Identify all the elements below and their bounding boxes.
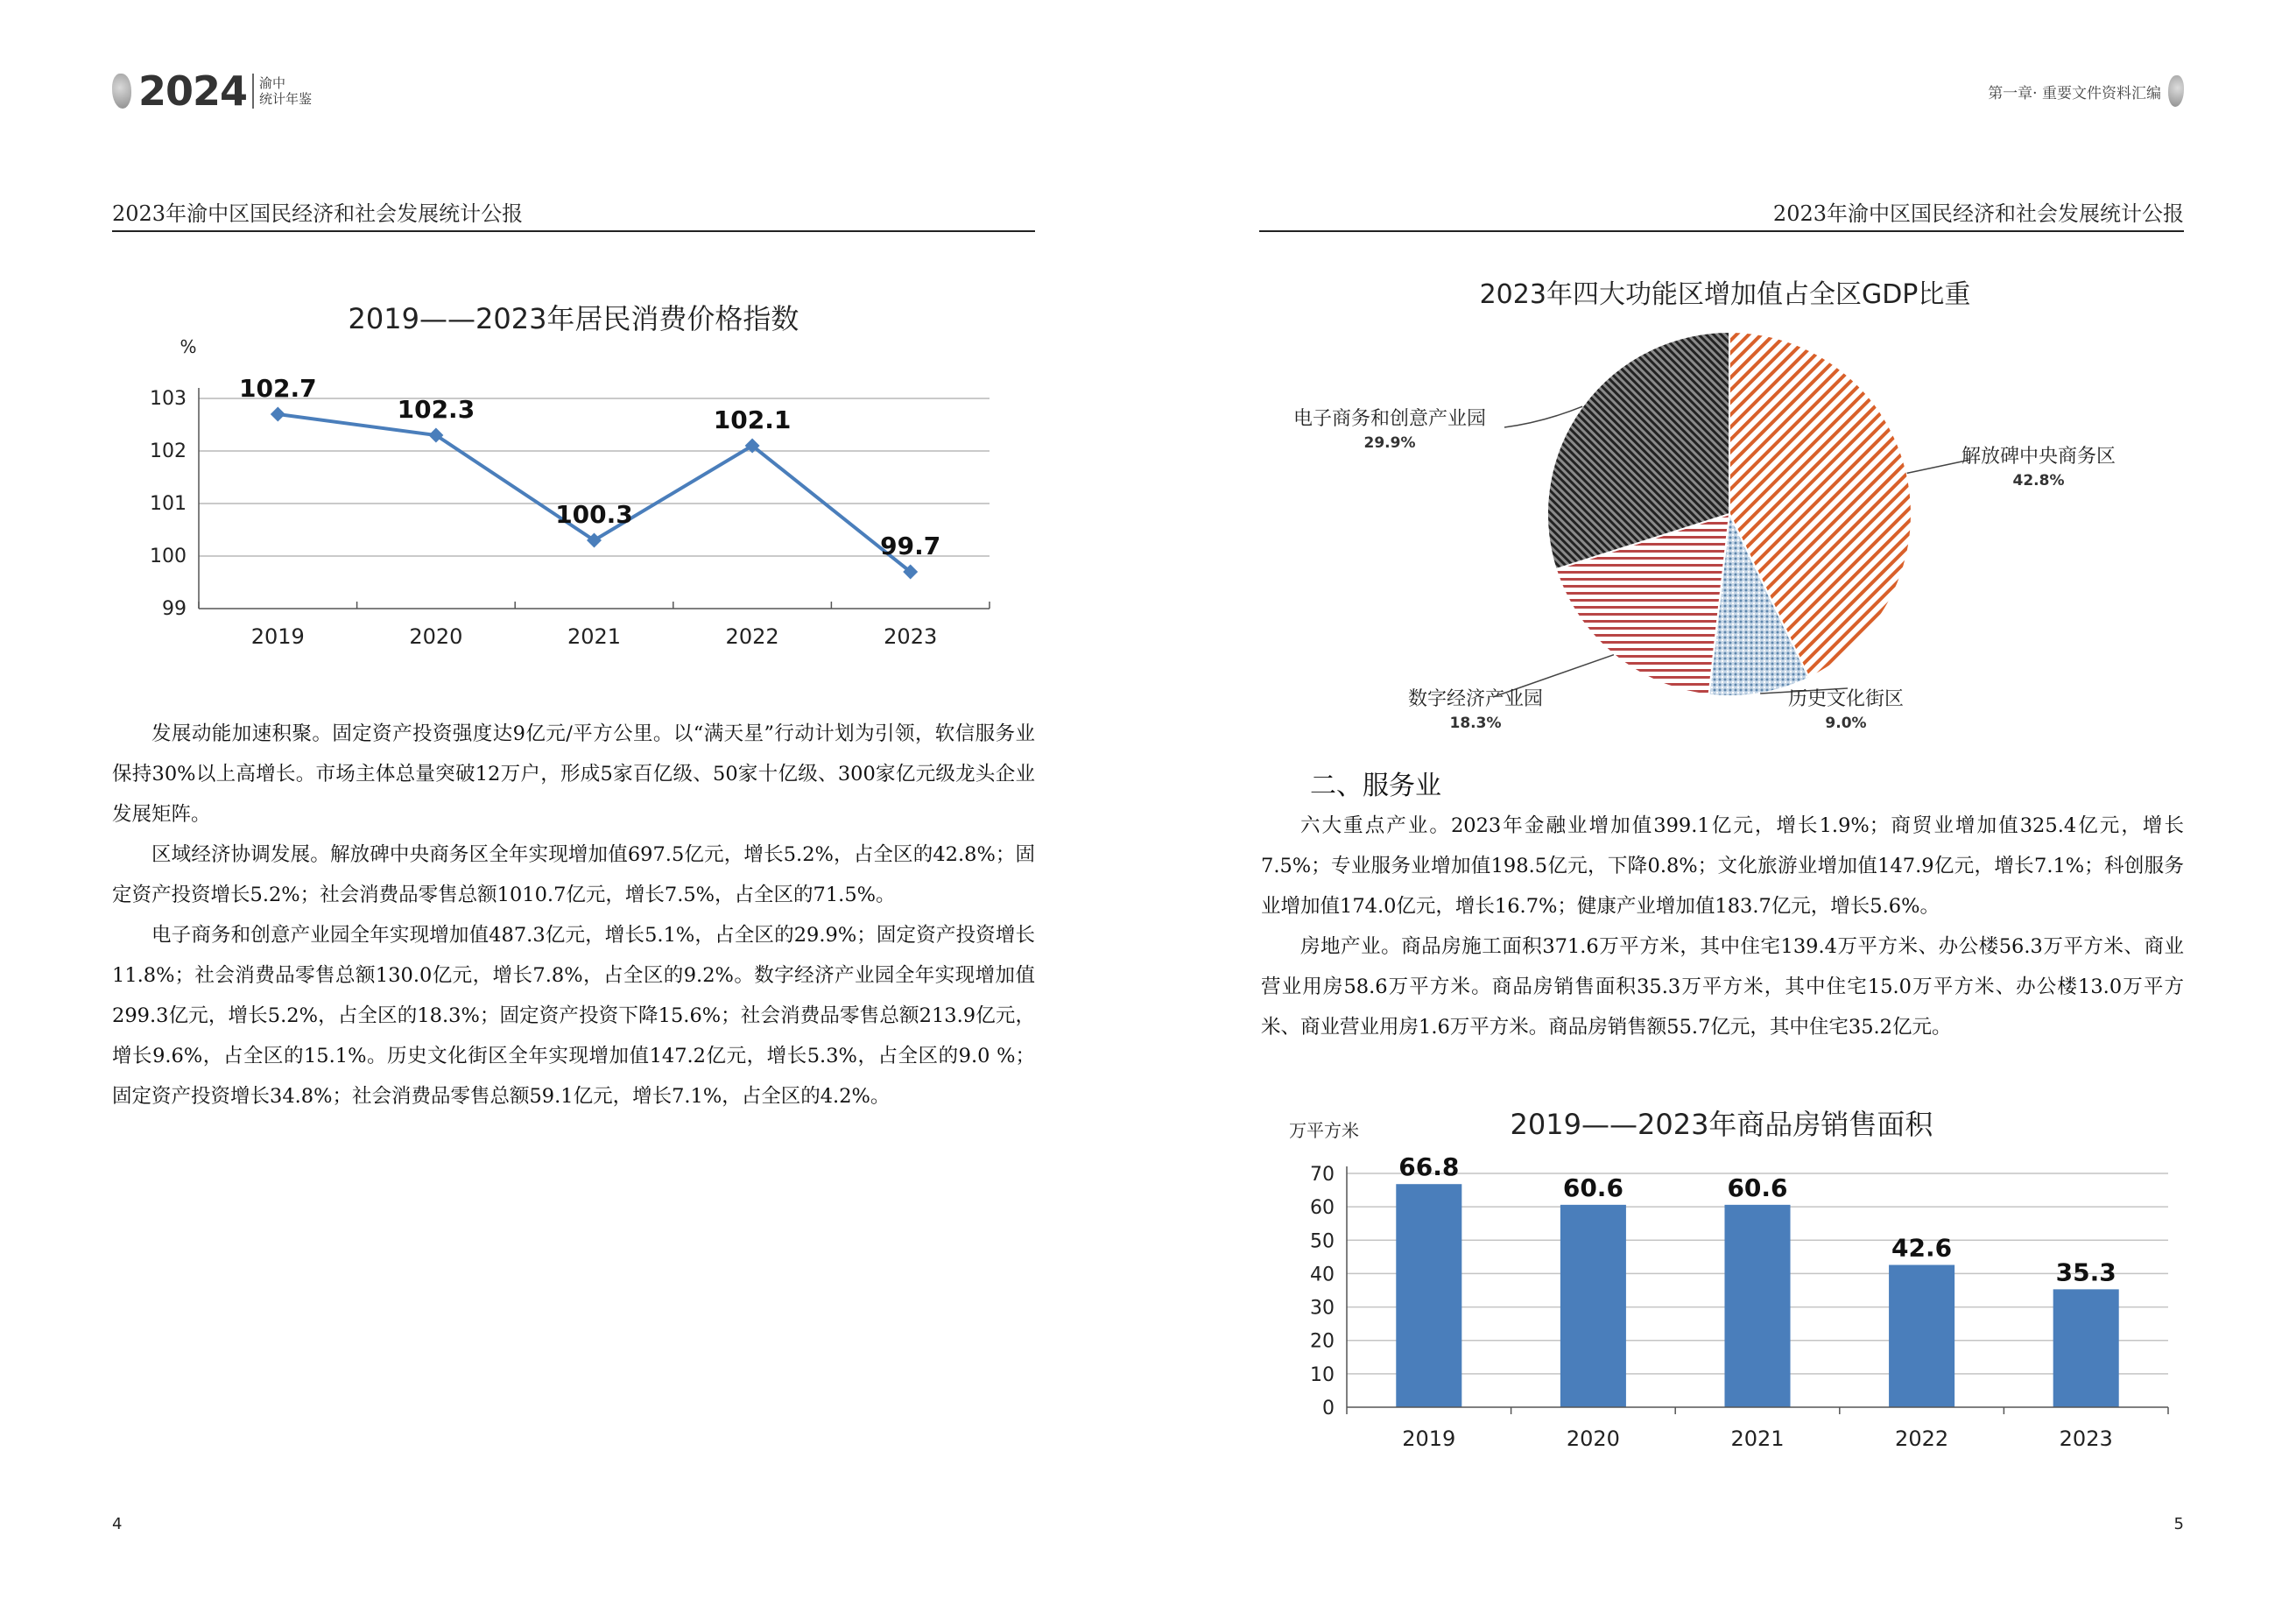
pie-chart-title: 2023年四大功能区增加值占全区GDP比重: [1479, 279, 1971, 310]
bar-data-label: 42.6: [1891, 1233, 1953, 1263]
bar-ytick-label: 10: [1310, 1363, 1335, 1386]
bar-xtick-label: 2021: [1730, 1426, 1785, 1451]
running-head-left: 2023年渝中区国民经济和社会发展统计公报: [112, 201, 524, 226]
logo-divider: [252, 74, 254, 109]
cpi-xtick-label: 2023: [884, 624, 938, 649]
bar-data-label: 35.3: [2055, 1257, 2116, 1287]
bar-ytick-label: 40: [1310, 1264, 1335, 1286]
right-paragraph-1: 六大重点产业。2023年金融业增加值399.1亿元，增长1.9%；商贸业增加值325.4亿元，增长7.5%；专业服务业增加值198.5亿元，下降0.8%；文化旅游业增加值147.9亿元，增长7.1%；科创服务业增加值174.0亿元，增长16.7%；健康产业增加值183.7亿元，增长5.6%。: [1261, 814, 2184, 918]
gdp-share-pie-chart: [1261, 263, 2189, 753]
bar-chart-xticks: [1402, 1426, 2112, 1451]
pie-slice-name: 数字经济产业园: [1407, 688, 1544, 710]
bar-ytick-label: 70: [1310, 1164, 1335, 1186]
bar: [1396, 1184, 1461, 1407]
logo-subtitle-line2: 统计年鉴: [259, 91, 313, 107]
left-paragraph-1: 发展动能加速积聚。固定资产投资强度达9亿元/平方公里。以“满天星”行动计划为引领，软信服务业保持30%以上高增长。市场主体总量突破12万户，形成5家百亿级、50家十亿级、300家亿元级龙头企业发展矩阵。: [112, 722, 1035, 826]
bar: [1889, 1265, 1954, 1407]
left-paragraph-3: 电子商务和创意产业园全年实现增加值487.3亿元，增长5.1%，占全区的29.9%；固定资产投资增长11.8%；社会消费品零售总额130.0亿元，增长7.8%，占全区的9.2%。数字经济产业园全年实现增加值299.3亿元，增长5.2%，占全区的18.3%；固定资产投资下降15.6%；社会消费品零售总额213.9亿元，增长9.6%，占全区的15.1%。历史文化街区全年实现增加值147.2亿元，增长5.3%，占全区的9.0 %；固定资产投资增长34.8%；社会消费品零售总额59.1亿元，增长7.1%，占全区的4.2%。: [112, 924, 1035, 1108]
cpi-xtick-label: 2019: [250, 624, 305, 649]
left-body-text: [112, 714, 1035, 1116]
pie-slice-percent: 29.9%: [1363, 434, 1416, 452]
right-body-text: [1261, 806, 2184, 1047]
running-head-rule-right: [1259, 230, 2184, 232]
bar: [2053, 1289, 2119, 1407]
cpi-xtick-label: 2022: [725, 624, 779, 649]
running-head-right: 2023年渝中区国民经济和社会发展统计公报: [1772, 201, 2184, 226]
pie-slice-name: 电子商务和创意产业园: [1292, 408, 1487, 430]
bar-xtick-label: 2022: [1895, 1426, 1949, 1451]
bar-chart-ylabel: 万平方米: [1289, 1120, 1359, 1141]
cpi-ytick-label: 101: [150, 493, 187, 515]
cpi-ytick-label: 103: [150, 388, 187, 410]
cpi-chart-title: 2019——2023年居民消费价格指数: [348, 302, 799, 335]
running-head-rule-left: [112, 230, 1035, 232]
bar-xtick-label: 2019: [1402, 1426, 1456, 1451]
bar-xtick-label: 2020: [1566, 1426, 1620, 1451]
bar-ytick-label: 20: [1310, 1330, 1335, 1353]
cpi-series-points: [271, 407, 918, 580]
pie-slice-percent: 9.0%: [1825, 715, 1867, 732]
cpi-xtick-label: 2020: [409, 624, 463, 649]
cpi-ytick-label: 99: [162, 598, 187, 620]
cpi-ytick-label: 100: [150, 546, 187, 567]
bar-data-label: 66.8: [1398, 1152, 1460, 1182]
cpi-data-label: 99.7: [880, 532, 941, 560]
cpi-chart-ylabel: %: [180, 336, 197, 357]
pie-slice-name: 历史文化街区: [1787, 688, 1905, 710]
bar-xtick-label: 2023: [2059, 1426, 2113, 1451]
bar: [1560, 1205, 1626, 1407]
chapter-title: 第一章· 重要文件资料汇编: [1988, 84, 2161, 102]
pie-slice-name: 解放碑中央商务区: [1961, 446, 2116, 468]
bar-ytick-label: 60: [1310, 1197, 1335, 1220]
logo-subtitle-line1: 渝中: [259, 75, 286, 91]
bar-chart-title: 2019——2023年商品房销售面积: [1510, 1108, 1933, 1141]
cpi-xtick-label: 2021: [567, 624, 622, 649]
bar-chart-yticks: [1310, 1164, 1335, 1419]
cpi-line-chart: [131, 298, 1016, 666]
cpi-data-label: 102.1: [713, 405, 792, 434]
logo-emblem-icon: [112, 74, 131, 109]
cpi-ytick-label: 102: [150, 440, 187, 462]
cpi-chart-xticks: [251, 624, 937, 649]
chapter-emblem-icon: [2168, 75, 2184, 107]
page-number-right: 5: [2173, 1515, 2184, 1533]
logo-subtitle: [259, 75, 312, 107]
cpi-series-line: [278, 414, 910, 572]
pie-slices: [1547, 332, 1912, 696]
logo-year: 2024: [138, 67, 248, 115]
cpi-data-label: 102.7: [239, 374, 317, 403]
section-title-services: 二、服务业: [1310, 771, 1441, 801]
housing-sales-bar-chart: [1261, 1099, 2189, 1467]
bar-data-label: 60.6: [1727, 1173, 1788, 1202]
pie-slice-percent: 42.8%: [2012, 472, 2065, 490]
left-paragraph-2: 区域经济协调发展。解放碑中央商务区全年实现增加值697.5亿元，增长5.2%，占全区的42.8%；固定资产投资增长5.2%；社会消费品零售总额1010.7亿元，增长7.5%，占全区的71.5%。: [112, 843, 1035, 906]
cpi-data-label: 102.3: [397, 395, 475, 424]
cpi-data-labels: [239, 374, 940, 560]
cpi-data-point: [271, 407, 285, 422]
cpi-chart-grid: [199, 398, 990, 556]
chapter-header: [1988, 75, 2184, 107]
page-number-left: 4: [112, 1515, 123, 1533]
yearbook-logo: [112, 65, 312, 117]
cpi-data-label: 100.3: [555, 500, 633, 529]
pie-slice-percent: 18.3%: [1449, 715, 1502, 732]
bar-data-label: 60.6: [1562, 1173, 1623, 1202]
cpi-chart-yticks: [150, 388, 187, 620]
bar: [1724, 1205, 1790, 1407]
bar-ytick-label: 50: [1310, 1230, 1335, 1253]
right-paragraph-2: 房地产业。商品房施工面积371.6万平方米，其中住宅139.4万平方米、办公楼56.3万平方米、商业营业用房58.6万平方米。商品房销售面积35.3万平方米，其中住宅15.0万平方米、办公楼13.0万平方米、商业营业用房1.6万平方米。商品房销售额55.7亿元，其中住宅35.2亿元。: [1261, 935, 2184, 1039]
bar-ytick-label: 30: [1310, 1297, 1335, 1320]
bar-ytick-label: 0: [1322, 1398, 1335, 1419]
